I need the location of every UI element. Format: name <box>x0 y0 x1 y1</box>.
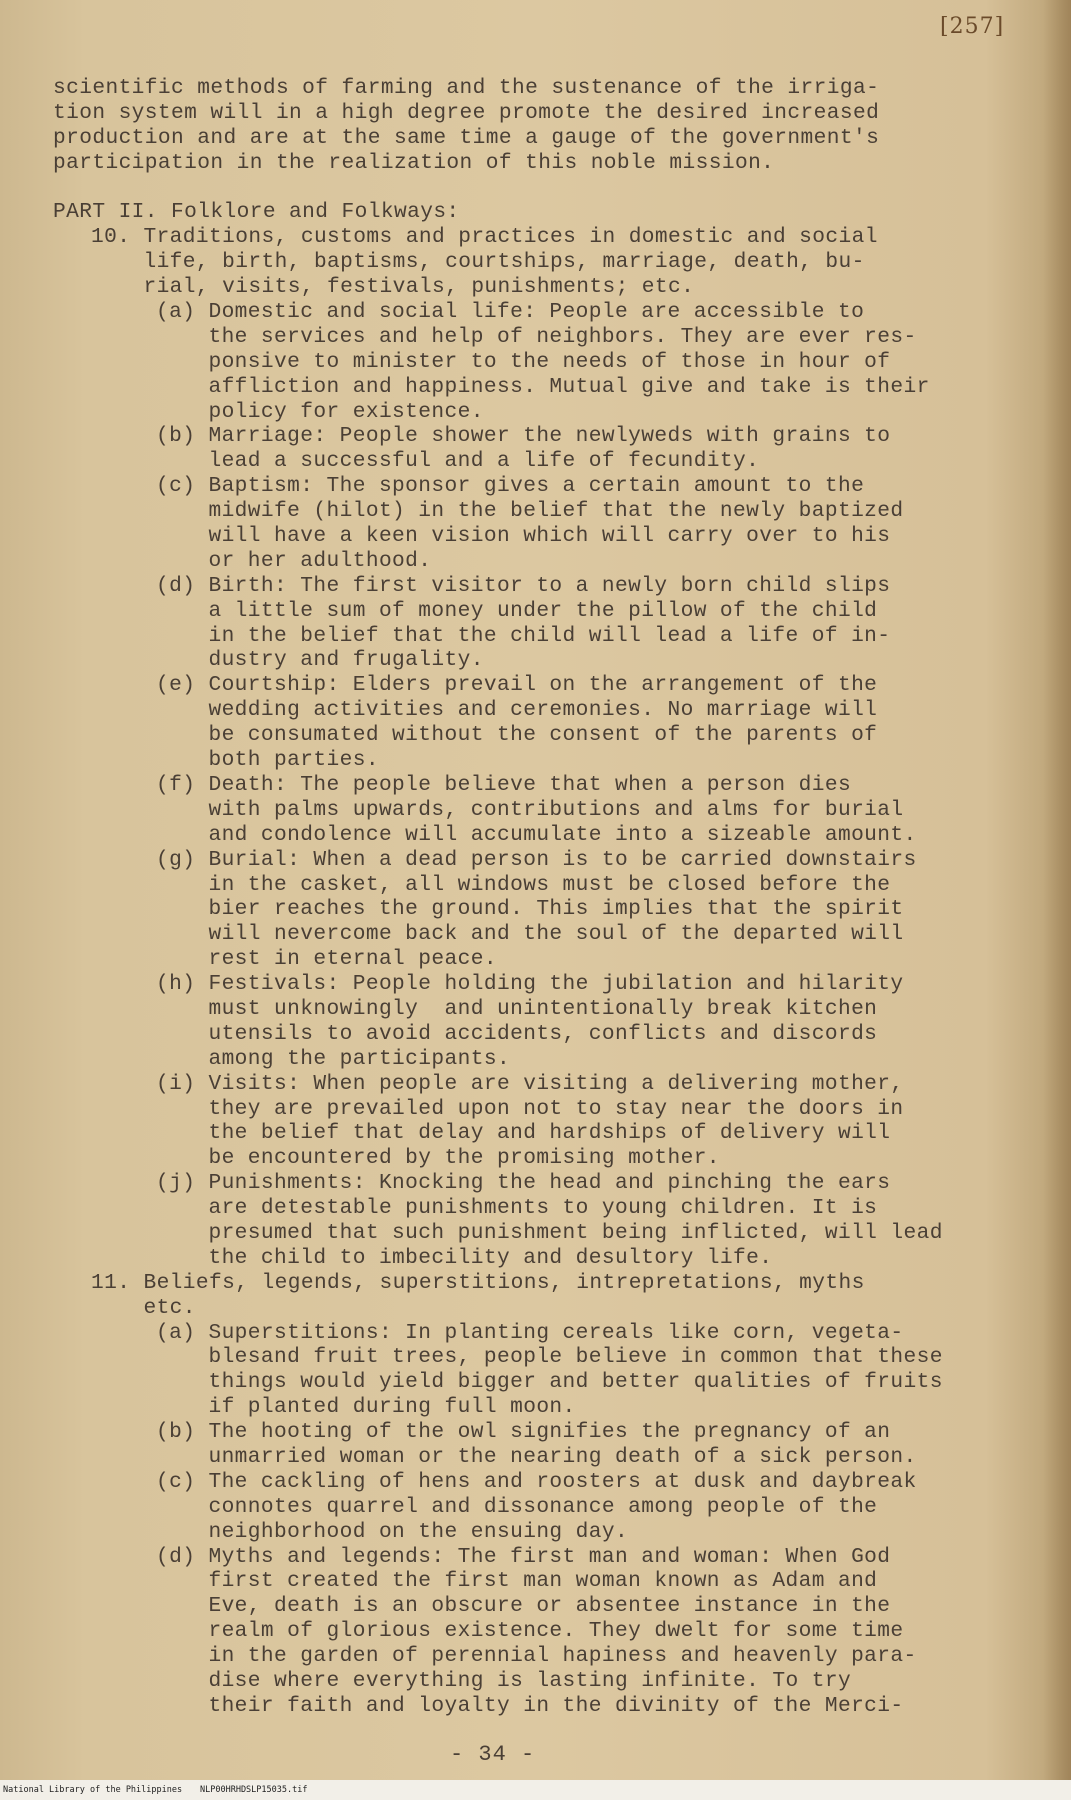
section-11-item-line: (d) Myths and legends: The first man and woman: When God <box>156 1544 891 1569</box>
section-11-item-line: their faith and loyalty in the divinity of the Merci- <box>156 1693 904 1718</box>
section-10-item-line: (h) Festivals: People holding the jubilation and hilarity <box>156 972 904 997</box>
section-10-item-line: the belief that delay and hardships of delivery will <box>156 1121 891 1146</box>
section-10-item-line: (i) Visits: When people are visiting a delivering mother, <box>156 1071 904 1096</box>
section-10-item-line: (f) Death: The people believe that when a person dies <box>156 772 852 797</box>
section-11-item-line: Eve, death is an obscure or absentee instance in the <box>156 1594 891 1619</box>
section-10-heading-line: rial, visits, festivals, punishments; etc. <box>91 275 695 300</box>
section-10-item-line: utensils to avoid accidents, conflicts and discords <box>156 1021 878 1046</box>
section-10-item-line: midwife (hilot) in the belief that the newly baptized <box>156 499 904 524</box>
section-10-heading-line: 10. Traditions, customs and practices in domestic and social <box>91 225 878 250</box>
section-11-item-line: (a) Superstitions: In planting cereals like corn, vegeta- <box>156 1320 904 1345</box>
section-10-item-line: will nevercome back and the soul of the departed will <box>156 922 904 947</box>
section-10-item-line: will have a keen vision which will carry over to his <box>156 524 891 549</box>
intro-line: production and are at the same time a gauge of the government's <box>53 125 880 150</box>
section-10-item-line: policy for existence. <box>156 399 484 424</box>
section-10-item-line: both parties. <box>156 748 379 773</box>
section-11-heading-line: etc. <box>91 1295 196 1320</box>
section-10-item-line: rest in eternal peace. <box>156 947 497 972</box>
section-10-item-line: in the belief that the child will lead a life of in- <box>156 623 891 648</box>
section-10-item-line: bier reaches the ground. This implies that the spirit <box>156 897 904 922</box>
section-10-item-line: the services and help of neighbors. They are ever res- <box>156 324 917 349</box>
section-10-item-line: with palms upwards, contributions and alms for burial <box>156 797 904 822</box>
document-body <box>53 76 1053 1719</box>
section-11-item-line: first created the first man woman known as Adam and <box>156 1569 878 1594</box>
section-10-item-line: be encountered by the promising mother. <box>156 1146 720 1171</box>
blank-line <box>53 176 1053 201</box>
section-11-item-line: dise where everything is lasting infinite. To try <box>156 1669 852 1693</box>
section-11-item-line: connotes quarrel and dissonance among people of the <box>156 1494 878 1519</box>
section-10-item-line: wedding activities and ceremonies. No marriage will <box>156 698 878 723</box>
section-10-item-line: they are prevailed upon not to stay near the doors in <box>156 1096 904 1121</box>
handwritten-page-note: [257] <box>940 14 1005 39</box>
intro-line: tion system will in a high degree promote the desired increased <box>53 100 880 125</box>
section-10-item-line: (e) Courtship: Elders prevail on the arrangement of the <box>156 673 878 698</box>
section-10-item-line: affliction and happiness. Mutual give and take is their <box>156 374 930 399</box>
intro-line: scientific methods of farming and the sustenance of the irriga- <box>53 76 880 100</box>
section-11-item-line: if planted during full moon. <box>156 1395 576 1420</box>
section-10-item-line: (d) Birth: The first visitor to a newly born child slips <box>156 573 891 598</box>
section-11-item-line: (b) The hooting of the owl signifies the pregnancy of an <box>156 1420 891 1445</box>
section-10-item-line: dustry and frugality. <box>156 648 484 673</box>
section-10-item-line: (g) Burial: When a dead person is to be carried downstairs <box>156 847 917 872</box>
section-11-item-line: unmarried woman or the nearing death of a sick person. <box>156 1444 917 1469</box>
section-11-item-line: blesand fruit trees, people believe in common that these <box>156 1345 943 1370</box>
section-10-item-line: (j) Punishments: Knocking the head and pinching the ears <box>156 1171 891 1196</box>
section-10-item-line: among the participants. <box>156 1046 511 1071</box>
section-10-item-line: and condolence will accumulate into a sizeable amount. <box>156 822 917 847</box>
section-10-item-line: (a) Domestic and social life: People are accessible to <box>156 300 865 325</box>
page-number: - 34 - <box>450 1742 536 1767</box>
scan-footer <box>0 1780 1071 1800</box>
section-11-item-line: in the garden of perennial hapiness and heavenly para- <box>156 1644 917 1669</box>
section-10-item-line: be consumated without the consent of the parents of <box>156 723 878 748</box>
section-10-item-line: lead a successful and a life of fecundity. <box>156 449 760 474</box>
section-11-item-line: (c) The cackling of hens and roosters at dusk and daybreak <box>156 1469 917 1494</box>
section-10-heading-line: life, birth, baptisms, courtships, marriage, death, bu- <box>91 250 865 275</box>
section-10-item-line: or her adulthood. <box>156 548 432 573</box>
section-10-item-line: (c) Baptism: The sponsor gives a certain amount to the <box>156 474 865 499</box>
section-11-item-line: things would yield bigger and better qualities of fruits <box>156 1370 943 1395</box>
section-11-item-line: realm of glorious existence. They dwelt for some time <box>156 1619 904 1644</box>
section-10-item-line: in the casket, all windows must be closed before the <box>156 872 891 897</box>
section-10-item-line: ponsive to minister to the needs of those in hour of <box>156 349 891 374</box>
section-10-item-line: (b) Marriage: People shower the newlyweds with grains to <box>156 424 891 449</box>
footer-filename: NLP00HRHDSLP15035.tif <box>200 1785 308 1795</box>
part-heading: PART II. Folklore and Folkways: <box>53 200 460 225</box>
footer-library: National Library of the Philippines <box>3 1785 183 1795</box>
section-11-item-line: neighborhood on the ensuing day. <box>156 1519 629 1544</box>
section-10-item-line: the child to imbecility and desultory life. <box>156 1245 773 1270</box>
section-10-item-line: presumed that such punishment being inflicted, will lead <box>156 1220 943 1245</box>
section-10-item-line: must unknowingly and unintentionally break kitchen <box>156 996 878 1021</box>
section-10-item-line: a little sum of money under the pillow of the child <box>156 598 878 623</box>
intro-line: participation in the realization of this noble mission. <box>53 150 775 175</box>
section-11-heading-line: 11. Beliefs, legends, superstitions, intrepretations, myths <box>91 1270 865 1295</box>
section-10-item-line: are detestable punishments to young children. It is <box>156 1196 878 1221</box>
